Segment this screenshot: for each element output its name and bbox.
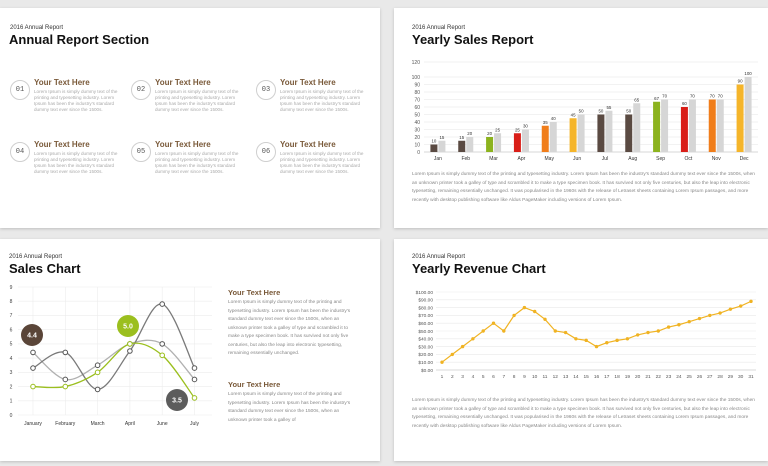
x-tick-label: 20	[635, 375, 641, 380]
data-label: 60	[681, 101, 687, 106]
x-tick-label: 6	[492, 375, 495, 380]
x-tick-label: 27	[707, 375, 713, 380]
y-tick-label: 60	[414, 104, 420, 111]
data-label: 25	[495, 127, 501, 133]
x-tick-label: 12	[552, 375, 558, 380]
x-tick-label: 14	[573, 375, 579, 380]
data-point	[63, 350, 68, 355]
bar	[578, 115, 585, 153]
y-tick-label: $70.00	[418, 314, 433, 320]
bar	[745, 77, 752, 152]
y-tick-label: 120	[411, 59, 420, 66]
data-point	[718, 311, 721, 314]
bar	[633, 103, 640, 152]
bar	[438, 141, 445, 152]
section-body: Lorem Ipsum is simply dummy text of the printing and typesetting industry. Lorem Ipsum has been the industry's standard dummy text ever since the 1500s.	[155, 89, 239, 112]
x-tick-label: 1	[440, 375, 444, 380]
x-tick-label: Mar	[489, 156, 498, 162]
section-heading: Your Text Here	[34, 78, 90, 87]
text2-heading: Your Text Here	[228, 380, 281, 389]
data-label: 65	[634, 97, 640, 103]
x-tick-label: Apr	[517, 156, 526, 162]
section-item-6	[256, 142, 376, 194]
bar	[597, 115, 604, 153]
x-tick-label: 18	[614, 375, 620, 380]
x-tick-label: Dec	[739, 156, 749, 162]
section-item-5	[131, 142, 251, 194]
series-line	[33, 304, 195, 389]
bar	[689, 100, 696, 153]
data-point	[677, 323, 680, 326]
data-point	[523, 306, 526, 309]
y-tick-label: 9	[9, 284, 13, 291]
data-point	[512, 314, 515, 317]
data-point	[95, 363, 100, 368]
data-label: 100	[744, 71, 752, 76]
y-tick-label: $80.00	[418, 306, 433, 312]
bar	[605, 111, 612, 152]
section-heading: Your Text Here	[155, 140, 211, 149]
data-label: 55	[606, 104, 612, 110]
x-tick-label: 23	[665, 375, 672, 380]
x-tick-label: 3	[461, 375, 464, 380]
bar-chart	[394, 52, 768, 170]
x-tick-label: 17	[604, 375, 610, 380]
data-point	[461, 345, 464, 348]
data-point	[31, 350, 36, 355]
x-tick-label: 19	[624, 375, 631, 380]
x-tick-label: 24	[676, 375, 682, 380]
y-tick-label: 70	[414, 97, 420, 104]
section-item-2	[131, 80, 251, 132]
x-tick-label: 16	[593, 375, 600, 380]
data-point	[192, 377, 197, 382]
data-point	[708, 314, 711, 317]
y-tick-label: 7	[9, 313, 13, 320]
data-label: 15	[439, 134, 445, 140]
data-point	[160, 342, 165, 347]
bar	[522, 130, 529, 153]
data-point	[440, 361, 443, 364]
bar	[486, 137, 493, 152]
slide4-subtitle: 2016 Annual Report	[412, 254, 466, 260]
data-point	[554, 329, 557, 332]
data-point	[492, 322, 495, 325]
y-tick-label: 100	[411, 74, 420, 81]
y-tick-label: $30.00	[418, 345, 433, 351]
data-label: 35	[542, 119, 548, 125]
x-tick-label: Sep	[656, 156, 666, 162]
x-tick-label: April	[124, 421, 135, 427]
y-tick-label: 10	[414, 142, 420, 149]
y-tick-label: $20.00	[418, 353, 433, 359]
x-tick-label: June	[156, 421, 168, 427]
text1-heading: Your Text Here	[228, 288, 281, 297]
data-point	[626, 337, 629, 340]
x-tick-label: February	[55, 421, 76, 427]
slide-yearly-sales-report	[394, 8, 768, 228]
data-label: 70	[709, 93, 715, 99]
y-tick-label: 40	[414, 119, 420, 126]
section-heading: Your Text Here	[34, 140, 90, 149]
x-tick-label: 30	[738, 375, 744, 380]
x-tick-label: 11	[542, 375, 548, 380]
x-tick-label: 15	[583, 375, 589, 380]
section-heading: Your Text Here	[280, 140, 336, 149]
y-tick-label: 4	[9, 355, 13, 362]
value-bubble-label: 5.0	[123, 323, 133, 331]
y-tick-label: 8	[9, 299, 13, 306]
x-tick-label: 9	[523, 375, 526, 380]
x-tick-label: Jul	[601, 156, 609, 162]
data-point	[451, 353, 454, 356]
x-tick-label: 8	[512, 375, 516, 380]
x-tick-label: 28	[717, 375, 723, 380]
data-label: 15	[459, 134, 465, 140]
data-label: 70	[689, 93, 695, 99]
y-tick-label: 1	[9, 398, 13, 405]
data-point	[585, 339, 588, 342]
y-tick-label: 90	[414, 82, 420, 89]
data-point	[502, 329, 505, 332]
x-tick-label: Oct	[684, 156, 693, 162]
x-tick-label: 13	[562, 375, 569, 380]
section-item-4	[10, 142, 130, 194]
x-tick-label: 2	[450, 375, 454, 380]
slide-annual-report-section	[0, 8, 380, 228]
bar	[653, 102, 660, 152]
y-tick-label: $90.00	[418, 298, 433, 304]
data-point	[636, 333, 639, 336]
section-heading: Your Text Here	[280, 78, 336, 87]
data-label: 20	[467, 131, 473, 136]
x-tick-label: 22	[655, 375, 661, 380]
bar	[430, 145, 437, 153]
y-tick-label: 3	[9, 370, 13, 377]
slide4-title: Yearly Revenue Chart	[412, 261, 546, 276]
x-tick-label: May	[544, 156, 554, 162]
bar	[661, 100, 668, 153]
data-point	[739, 304, 742, 307]
data-point	[160, 353, 165, 358]
data-point	[615, 339, 618, 342]
bar	[542, 126, 549, 152]
data-label: 70	[717, 93, 723, 99]
y-tick-label: $60.00	[418, 322, 433, 327]
x-tick-label: 29	[727, 375, 734, 380]
value-bubble-label: 3.5	[172, 397, 182, 405]
x-tick-label: 31	[748, 375, 754, 380]
bar	[466, 137, 473, 152]
text1-body: Lorem Ipsum is simply dummy text of the printing and typesetting industry. Lorem Ipsum has been the industry's standard dummy text ever since the 1500s, when an unknown printer took a galley of type and scrambled it to make a type specimen book. It has survived not only five centuries, but also the leap into electronic typesetting, remaining essentially unchanged.	[228, 300, 351, 356]
data-point	[749, 300, 752, 303]
series-line	[33, 340, 195, 379]
x-tick-label: Feb	[461, 156, 471, 162]
section-body: Lorem Ipsum is simply dummy text of the printing and typesetting industry. Lorem Ipsum has been the industry's standard dummy text ever since the 1500s.	[280, 151, 364, 174]
x-tick-label: July	[190, 421, 199, 427]
x-tick-label: January	[24, 421, 42, 427]
bar	[717, 100, 724, 153]
y-tick-label: 2	[9, 384, 13, 391]
data-point	[192, 396, 197, 401]
section-number: 04	[10, 142, 30, 162]
data-label: 50	[626, 108, 632, 114]
section-number: 06	[256, 142, 276, 162]
data-point	[646, 331, 649, 334]
y-tick-label: $0.00	[420, 368, 433, 374]
y-tick-label: 80	[414, 89, 420, 96]
section-body: Lorem Ipsum is simply dummy text of the printing and typesetting industry. Lorem Ipsum has been the industry's standard dummy text ever since the 1500s.	[155, 151, 239, 174]
x-tick-label: 26	[696, 375, 703, 380]
data-point	[698, 317, 701, 320]
section-body: Lorem Ipsum is simply dummy text of the printing and typesetting industry. Lorem Ipsum has been the industry's standard dummy text ever since the 1500s.	[280, 89, 364, 112]
data-point	[543, 318, 546, 321]
sales-line-chart	[0, 283, 222, 433]
data-label: 70	[662, 93, 668, 99]
y-tick-label: 6	[9, 327, 13, 334]
slide-sales-chart	[0, 239, 380, 461]
bar	[625, 115, 632, 153]
slide1-subtitle: 2016 Annual Report	[10, 25, 64, 31]
data-point	[595, 345, 598, 348]
slide1-title: Annual Report Section	[9, 32, 150, 47]
section-heading: Your Text Here	[155, 78, 211, 87]
y-tick-label: 0	[9, 412, 13, 419]
revenue-line-chart	[394, 287, 768, 393]
section-body: Lorem Ipsum is simply dummy text of the printing and typesetting industry. Lorem Ipsum has been the industry's standard dummy text ever since the 1500s.	[34, 89, 118, 112]
data-point	[564, 331, 567, 334]
data-label: 10	[431, 138, 437, 144]
y-tick-label: 5	[9, 341, 13, 348]
bar	[458, 141, 465, 152]
data-point	[95, 387, 100, 392]
bar	[550, 122, 557, 152]
section-item-3	[256, 80, 376, 132]
y-tick-label: $50.00	[418, 329, 433, 335]
section-body: Lorem Ipsum is simply dummy text of the printing and typesetting industry. Lorem Ipsum has been the industry's standard dummy text ever since the 1500s.	[34, 151, 118, 174]
x-tick-label: Nov	[711, 156, 721, 162]
data-point	[729, 307, 732, 310]
slide2-subtitle: 2016 Annual Report	[412, 25, 466, 31]
slide2-paragraph: Lorem Ipsum is simply dummy text of the printing and typesetting industry. Lorem Ipsum has been the industry's standard dummy text ever since the 1500s, when an unknown printer took a galley of type and scrambled it to make a type specimen book. It has survived not only five centuries, but also the leap into electronic typesetting, remaining essentially unchanged. It was popularised in the 1960s with the release of Letraset sheets containing Lorem Ipsum passages, and more recently with desktop publishing software like Aldus PageMaker including versions of Lorem Ipsum.	[412, 172, 755, 203]
bar	[709, 100, 716, 153]
slide4-paragraph: Lorem Ipsum is simply dummy text of the printing and typesetting industry. Lorem Ipsum has been the industry's standard dummy text ever since the 1500s, when an unknown printer took a galley of type and scrambled it to make a type specimen book. It has survived not only five centuries, but also the leap into electronic typesetting, remaining essentially unchanged. It was popularised in the 1960s with the release of Letraset sheets containing Lorem Ipsum passages, and more recently with desktop publishing software like Aldus PageMaker including versions of Lorem Ipsum.	[412, 398, 755, 429]
bar	[570, 118, 577, 152]
x-tick-label: March	[90, 421, 105, 427]
section-item-1	[10, 80, 130, 132]
data-point	[688, 320, 691, 323]
y-tick-label: 50	[414, 112, 420, 119]
x-tick-label: 4	[471, 375, 475, 380]
section-number: 02	[131, 80, 151, 100]
section-number: 05	[131, 142, 151, 162]
data-point	[667, 325, 670, 328]
data-point	[160, 302, 165, 307]
x-tick-label: Jan	[433, 156, 442, 162]
x-tick-label: 5	[481, 375, 485, 380]
x-tick-label: Aug	[628, 156, 638, 162]
slide3-title: Sales Chart	[9, 261, 81, 276]
revenue-line	[442, 301, 751, 362]
data-label: 67	[654, 95, 660, 101]
data-label: 40	[550, 116, 556, 121]
x-tick-label: 10	[532, 375, 538, 380]
data-label: 50	[598, 108, 604, 114]
bar	[494, 133, 501, 152]
y-tick-label: 0	[417, 149, 420, 156]
x-tick-label: 21	[645, 375, 651, 380]
data-point	[128, 342, 133, 347]
data-point	[31, 366, 36, 371]
data-point	[533, 310, 536, 313]
x-tick-label: 25	[686, 375, 692, 380]
data-point	[482, 329, 485, 332]
data-point	[95, 370, 100, 375]
data-label: 25	[514, 127, 520, 133]
data-label: 20	[487, 131, 493, 136]
y-tick-label: 20	[414, 134, 420, 141]
slide2-title: Yearly Sales Report	[412, 32, 534, 47]
data-point	[63, 377, 68, 382]
x-tick-label: 7	[502, 375, 506, 380]
data-point	[657, 329, 660, 332]
value-bubble-label: 4.4	[27, 332, 37, 340]
data-point	[471, 337, 474, 340]
data-label: 30	[522, 123, 528, 129]
bar	[514, 133, 521, 152]
data-point	[192, 366, 197, 371]
section-number: 01	[10, 80, 30, 100]
data-label: 45	[570, 112, 576, 118]
text2-body: Lorem Ipsum is simply dummy text of the printing and typesetting industry. Lorem Ipsum has been the industry's standard dummy text ever since the 1500s, when an unknown printer took a galley of	[228, 392, 351, 423]
data-point	[31, 384, 36, 389]
data-point	[128, 349, 133, 354]
data-label: 50	[578, 108, 584, 114]
y-tick-label: $40.00	[418, 337, 433, 343]
data-point	[574, 337, 577, 340]
data-label: 90	[737, 78, 743, 84]
bar	[737, 85, 744, 153]
y-tick-label: $10.00	[418, 361, 433, 366]
data-point	[63, 384, 68, 389]
slide-yearly-revenue-chart	[394, 239, 768, 461]
x-tick-label: Jun	[573, 156, 582, 162]
y-tick-label: $100.00	[415, 290, 433, 296]
bar	[681, 107, 688, 152]
data-point	[605, 341, 608, 344]
section-number: 03	[256, 80, 276, 100]
slide3-subtitle: 2016 Annual Report	[9, 254, 63, 260]
y-tick-label: 30	[414, 127, 420, 134]
